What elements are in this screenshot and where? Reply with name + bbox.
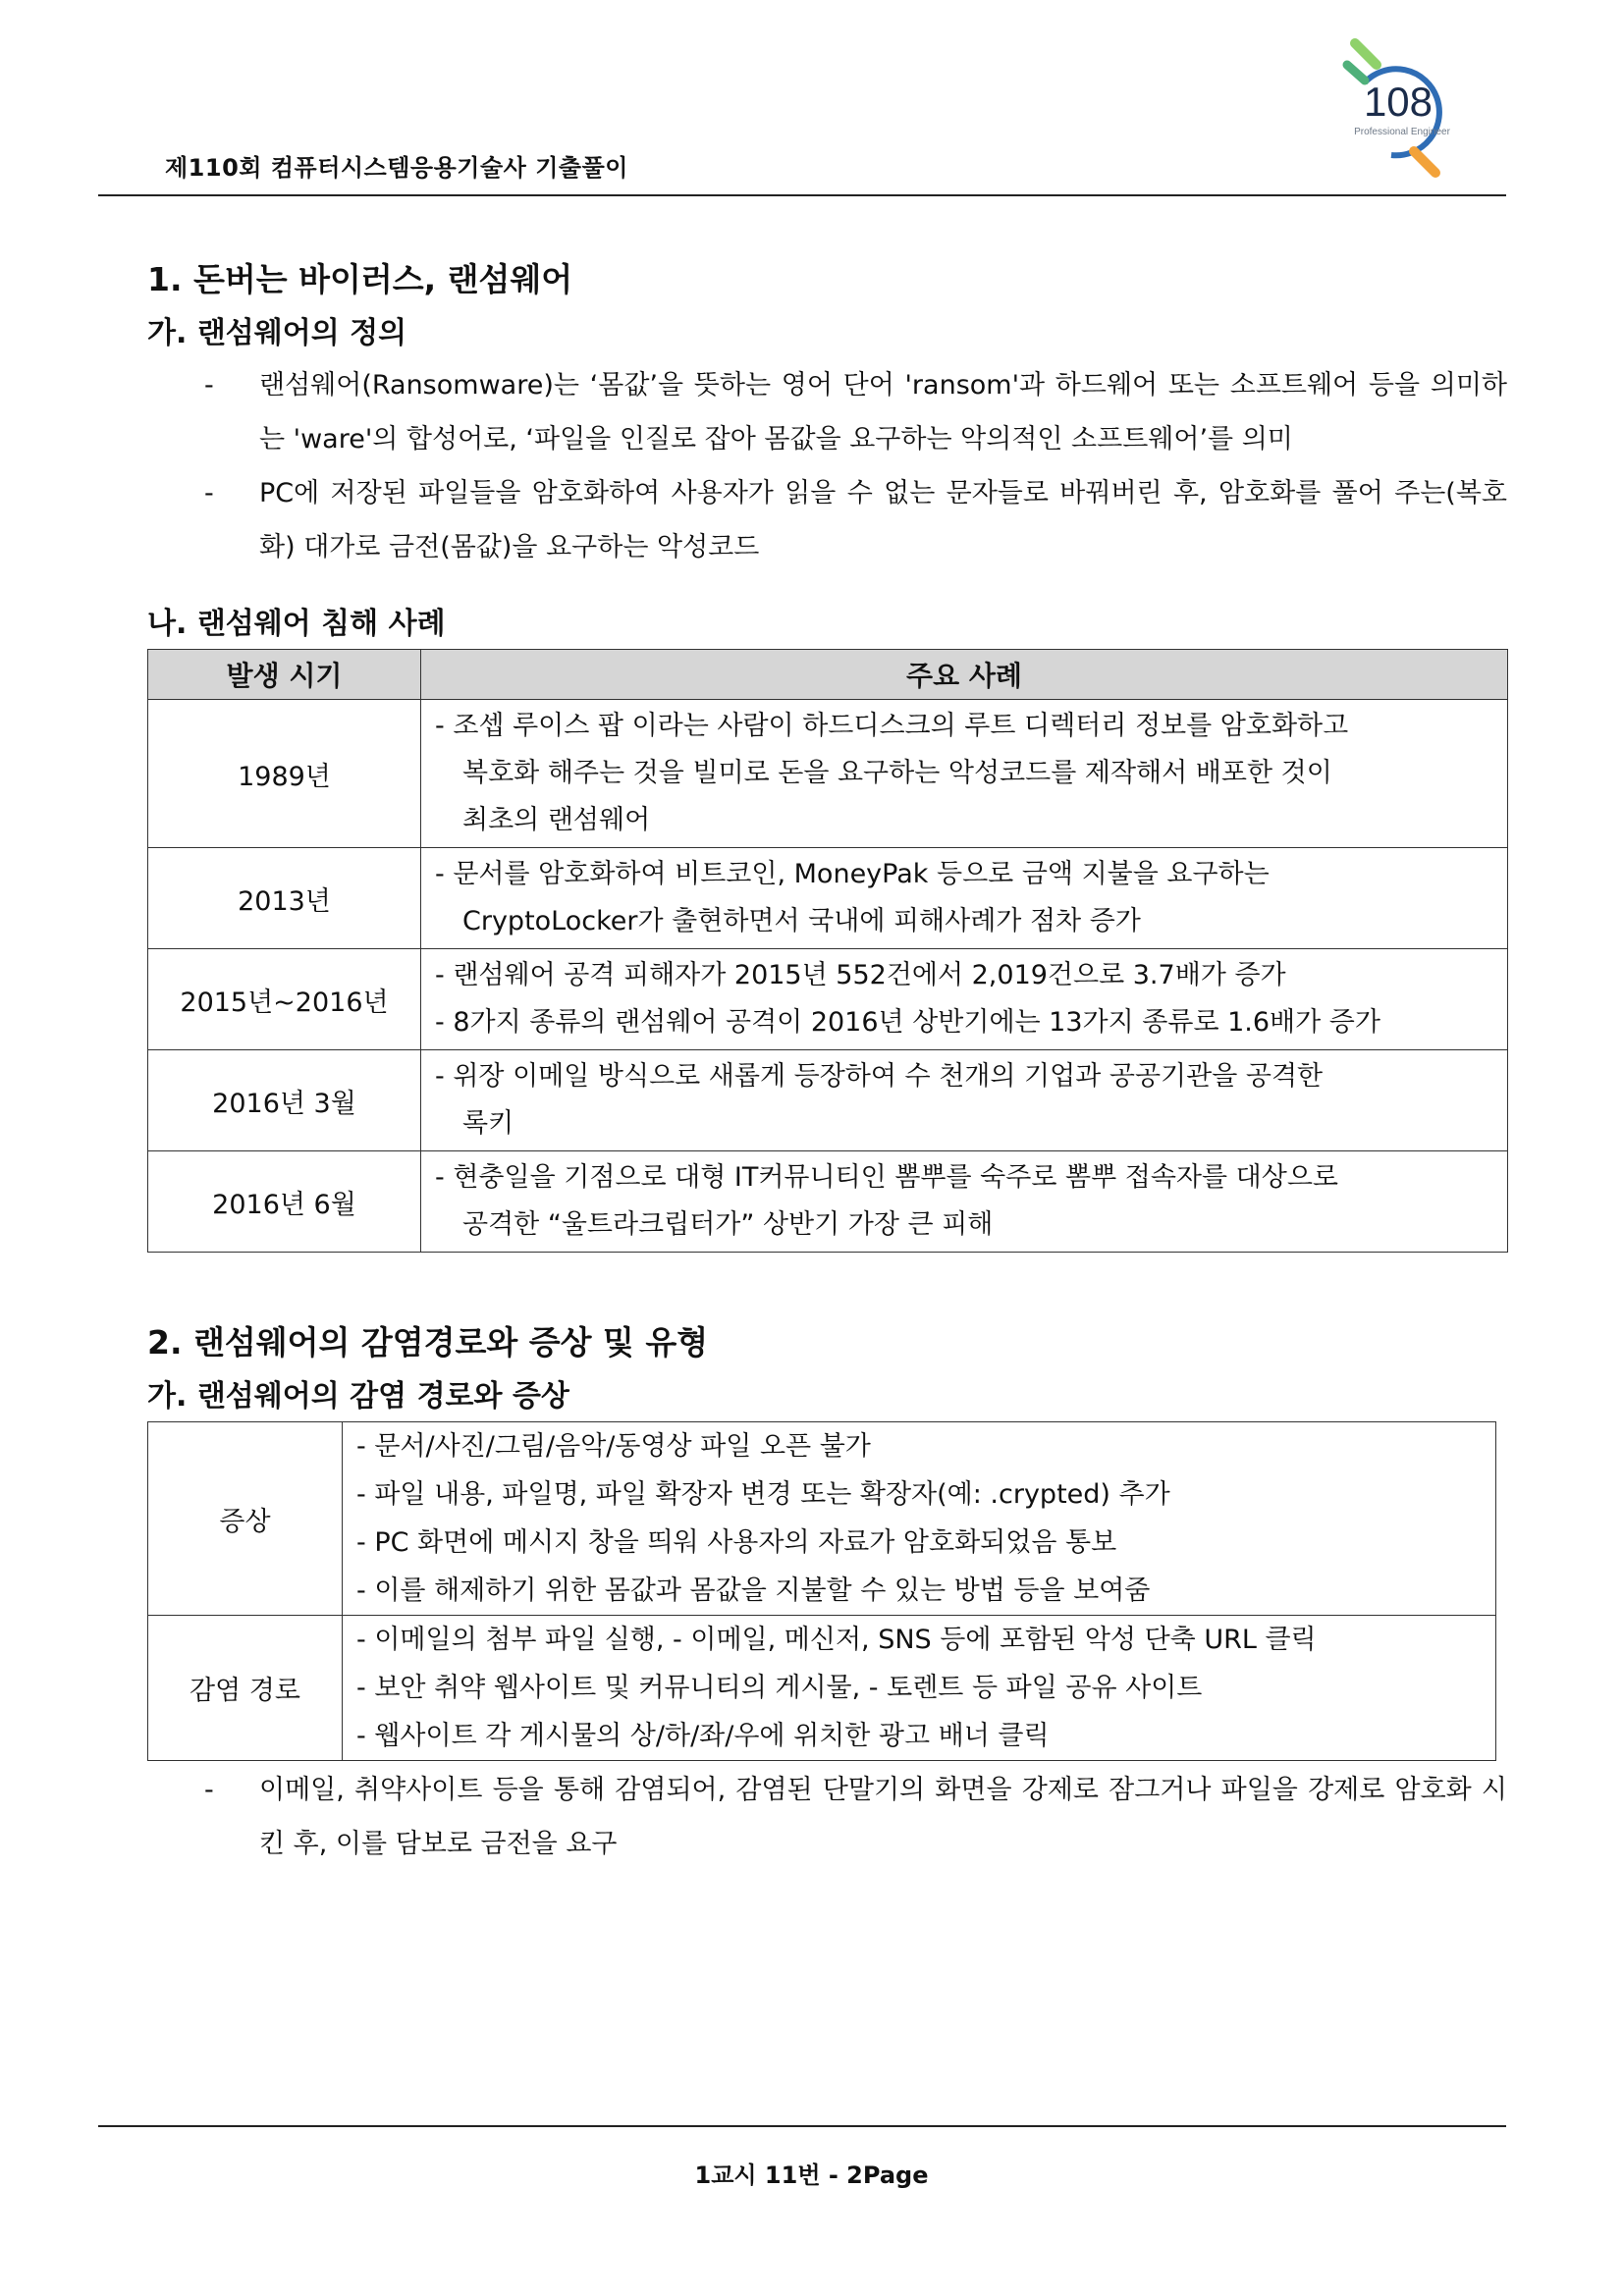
table-row <box>148 1422 1496 1616</box>
table-row <box>148 1616 1496 1761</box>
list-item: - 이메일, 취약사이트 등을 통해 감염되어, 감염된 단말기의 화면을 강제로 잠그거나 파일을 강제로 암호화 시킨 후, 이를 담보로 금전을 요구 <box>147 1763 1507 1871</box>
list-item: - PC에 저장된 파일들을 암호화하여 사용자가 읽을 수 없는 문자들로 바꿔버린 후, 암호화를 풀어 주는(복호화) 대가로 금전(몸값)을 요구하는 악성코드 <box>147 466 1507 574</box>
case-line: - 조셉 루이스 팝 이라는 사람이 하드디스크의 루트 디렉터리 정보를 암호화하고 <box>435 711 1349 741</box>
case-line: - 문서를 암호화하여 비트코인, MoneyPak 등으로 금액 지불을 요구하는 <box>435 859 1270 889</box>
items-cell <box>343 1616 1496 1761</box>
table-row <box>148 949 1508 1050</box>
item-line: - 이메일의 첨부 파일 실행, - 이메일, 메신저, SNS 등에 포함된 악성 단축 URL 클릭 <box>356 1625 1317 1655</box>
case-cell <box>421 1050 1508 1151</box>
case-cell <box>421 949 1508 1050</box>
logo <box>1337 35 1475 183</box>
logo-caption: Professional Engineer <box>1354 127 1450 137</box>
header-title: 제110회 컴퓨터시스템응용기술사 기출풀이 <box>165 154 628 182</box>
case-line: 복호화 해주는 것을 빌미로 돈을 요구하는 악성코드를 제작해서 배포한 것이 <box>462 758 1332 788</box>
case-cell <box>421 700 1508 848</box>
table-row <box>148 848 1508 949</box>
category-cell: 감염 경로 <box>148 1616 343 1761</box>
table-row <box>148 700 1508 848</box>
section2-heading: 2. 랜섬웨어의 감염경로와 증상 및 유형 <box>147 1323 709 1362</box>
section1-sub-a-heading: 가. 랜섬웨어의 정의 <box>147 316 407 350</box>
case-line: CryptoLocker가 출현하면서 국내에 피해사례가 점차 증가 <box>462 906 1141 936</box>
list-item: - 랜섬웨어(Ransomware)는 ‘몸값’을 뜻하는 영어 단어 'ransom'과 하드웨어 또는 소프트웨어 등을 의미하는 'ware'의 합성어로, ‘파일을 인질로 잡아 몸값을 요구하는 악의적인 소프트웨어’를 의미 <box>147 358 1507 466</box>
section1-sub-b-heading: 나. 랜섬웨어 침해 사례 <box>147 607 446 641</box>
logo-stripe-teal <box>1347 65 1365 80</box>
period-cell: 2016년 3월 <box>148 1050 421 1151</box>
logo-number: 108 <box>1363 79 1434 125</box>
period-cell: 1989년 <box>148 700 421 848</box>
summary-list <box>147 1763 1507 1871</box>
column-header-period: 발생 시기 <box>148 650 421 700</box>
header-divider <box>98 194 1506 196</box>
section1-heading: 1. 돈버는 바이러스, 랜섬웨어 <box>147 260 573 298</box>
item-line: - PC 화면에 메시지 창을 띄워 사용자의 자료가 암호화되었음 통보 <box>356 1527 1117 1558</box>
item-line: - 파일 내용, 파일명, 파일 확장자 변경 또는 확장자(예: .crypted) 추가 <box>356 1479 1170 1510</box>
page-content <box>147 250 1507 1871</box>
logo-stripe-green <box>1355 43 1377 65</box>
incident-cases-table <box>147 649 1508 1253</box>
case-line: 공격한 “울트라크립터가” 상반기 가장 큰 피해 <box>462 1209 994 1240</box>
case-cell <box>421 1151 1508 1253</box>
item-line: - 웹사이트 각 게시물의 상/하/좌/우에 위치한 광고 배너 클릭 <box>356 1721 1050 1751</box>
logo-stripe-orange <box>1414 151 1435 173</box>
case-cell <box>421 848 1508 949</box>
case-line: - 현충일을 기점으로 대형 IT커뮤니티인 뽐뿌를 숙주로 뽐뿌 접속자를 대상으로 <box>435 1162 1338 1193</box>
definition-list <box>147 358 1507 574</box>
table-row <box>148 1050 1508 1151</box>
item-line: - 이를 해제하기 위한 몸값과 몸값을 지불할 수 있는 방법 등을 보여줌 <box>356 1575 1151 1606</box>
case-line: - 랜섬웨어 공격 피해자가 2015년 552건에서 2,019건으로 3.7배가 증가 <box>435 960 1286 990</box>
period-cell: 2016년 6월 <box>148 1151 421 1253</box>
case-line: - 8가지 종류의 랜섬웨어 공격이 2016년 상반기에는 13가지 종류로 1.6배가 증가 <box>435 1007 1380 1038</box>
item-line: - 보안 취약 웹사이트 및 커뮤니티의 게시물, - 토렌트 등 파일 공유 사이트 <box>356 1673 1203 1703</box>
table-row <box>148 1151 1508 1253</box>
period-cell: 2013년 <box>148 848 421 949</box>
page-footer: 1교시 11번 - 2Page <box>694 2162 929 2189</box>
item-line: - 문서/사진/그림/음악/동영상 파일 오픈 불가 <box>356 1431 871 1462</box>
case-line: 최초의 랜섬웨어 <box>462 805 651 835</box>
section2-sub-a-heading: 가. 랜섬웨어의 감염 경로와 증상 <box>147 1379 569 1414</box>
column-header-cases: 주요 사례 <box>421 650 1508 700</box>
period-cell: 2015년~2016년 <box>148 949 421 1050</box>
category-cell: 증상 <box>148 1422 343 1616</box>
items-cell <box>343 1422 1496 1616</box>
table-header-row <box>148 650 1508 700</box>
footer-divider <box>98 2125 1506 2127</box>
case-line: 록키 <box>462 1108 514 1139</box>
case-line: - 위장 이메일 방식으로 새롭게 등장하여 수 천개의 기업과 공공기관을 공격한 <box>435 1061 1324 1092</box>
symptoms-routes-table <box>147 1421 1496 1761</box>
